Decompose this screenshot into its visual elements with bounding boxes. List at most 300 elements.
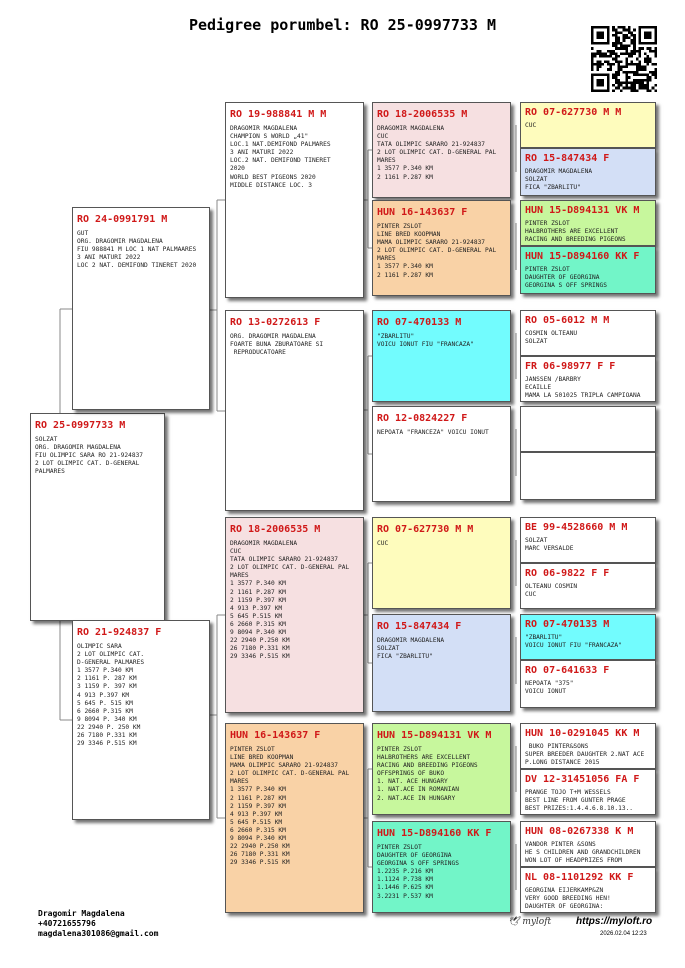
qr-module (615, 29, 618, 32)
qr-module (641, 81, 644, 84)
qr-module (617, 39, 620, 42)
qr-module (596, 79, 604, 87)
qr-module (615, 47, 618, 50)
qr-module (633, 84, 636, 87)
qr-module (628, 87, 631, 90)
qr-module (617, 55, 620, 58)
qr-module (625, 34, 628, 37)
qr-module (620, 89, 623, 92)
qr-module (649, 89, 652, 92)
ring-number: RO 15-847434 F (525, 153, 610, 164)
qr-module (617, 84, 620, 87)
pigeon-info: SOLZAT ORG. DRAGOMIR MAGDALENA FIU OLIMPIC SARA RO 21-924837 2 LOT OLIMPIC CAT. D-GENERAL PALMARES (35, 436, 144, 476)
qr-module (631, 52, 634, 55)
qr-module (646, 89, 649, 92)
ring-number: FR 06-98977 F F (525, 361, 616, 372)
qr-module (617, 37, 620, 40)
pigeon-card-root[interactable] (30, 413, 165, 621)
pigeon-card-sdd[interactable] (372, 406, 511, 502)
qr-module (620, 66, 623, 69)
qr-module (602, 52, 605, 55)
qr-module (628, 52, 631, 55)
ring-number: HUN 08-0267338 K M (525, 826, 634, 837)
pigeon-info: PINTER ZSLOT LINE BRED KOOPMAN MAMA OLIMPIC SARARO 21-924837 2 LOT OLIMPIC CAT. D-GENERAL PAL MARES 1 3577 P.340 KM 2 1161 P.287 KM 2 1159 P.397 KM 4 913 P.397 KM 5 645 P.515 KM 6 2660 P.315 KM 9 8094 P.340 KM 22 2940 P.250 KM 26 7180 P.331 KM 29 3346 P.515 KM (230, 746, 350, 867)
qr-module (602, 55, 605, 58)
pigeon-card-s3[interactable] (520, 200, 656, 246)
pigeon-card-s12[interactable] (520, 660, 656, 708)
pigeon-card-s5[interactable] (520, 310, 656, 356)
qr-module (609, 55, 612, 58)
qr-module (644, 87, 647, 90)
qr-module (644, 84, 647, 87)
qr-module (631, 89, 634, 92)
ring-number: RO 07-627730 M M (377, 524, 474, 535)
qr-module (612, 29, 615, 32)
qr-module (625, 74, 628, 77)
page-title: Pedigree porumbel: RO 25-0997733 M (188, 16, 497, 34)
qr-module (607, 63, 610, 66)
qr-module (654, 84, 657, 87)
qr-module (646, 60, 649, 63)
ring-number: RO 07-470133 M (525, 619, 610, 630)
qr-module (599, 66, 602, 69)
qr-module (612, 50, 615, 53)
pigeon-info: GEORGINA EIJERKAMP&ZN VERY GOOD BREEDING HEN! DAUGHTER OF GEORGINA: (525, 887, 611, 911)
qr-module (607, 55, 610, 58)
qr-module (615, 42, 618, 45)
pigeon-info: "ZBARLITU" VOICU IONUT FIU "FRANCAZA" (525, 634, 622, 650)
qr-module (625, 81, 628, 84)
qr-module (617, 87, 620, 90)
qr-module (620, 81, 623, 84)
qr-module (596, 66, 599, 69)
pigeon-card-s9[interactable] (520, 517, 656, 563)
qr-module (599, 60, 602, 63)
website-link[interactable]: https://myloft.ro (576, 916, 653, 927)
qr-module (591, 60, 594, 63)
qr-module (644, 74, 647, 77)
qr-module (641, 68, 644, 71)
qr-module (631, 81, 634, 84)
qr-module (636, 89, 639, 92)
qr-module (604, 55, 607, 58)
qr-module (612, 44, 615, 47)
ring-number: HUN 15-D894131 VK M (525, 205, 640, 216)
pigeon-card-dd[interactable] (225, 723, 364, 913)
qr-module (644, 58, 647, 61)
pigeon-card-s14[interactable] (520, 769, 656, 815)
qr-module (639, 60, 642, 63)
qr-module (615, 52, 618, 55)
qr-module (633, 29, 636, 32)
qr-module (636, 66, 639, 69)
ring-number: RO 15-847434 F (377, 621, 462, 632)
qr-module (633, 37, 636, 40)
qr-module (623, 37, 626, 40)
qr-module (625, 71, 628, 74)
qr-module (633, 44, 636, 47)
qr-module (639, 50, 642, 53)
pigeon-card-sire[interactable] (72, 207, 210, 410)
qr-module (615, 31, 618, 34)
qr-module (633, 71, 636, 74)
qr-module (631, 87, 634, 90)
qr-module (633, 34, 636, 37)
qr-module (641, 79, 644, 82)
qr-code-icon (591, 26, 657, 92)
qr-module (639, 87, 642, 90)
qr-module (591, 66, 594, 69)
qr-module (604, 52, 607, 55)
qr-module (646, 76, 649, 79)
ring-number: RO 05-6012 M M (525, 315, 610, 326)
ring-number: RO 18-2006535 M (377, 109, 468, 120)
qr-module (646, 55, 649, 58)
pigeon-card-s2[interactable] (520, 148, 656, 196)
ring-number: HUN 15-D894160 KK F (377, 828, 492, 839)
qr-module (639, 84, 642, 87)
qr-module (599, 50, 602, 53)
qr-module (623, 34, 626, 37)
qr-module (641, 66, 644, 69)
pigeon-info: PINTER ZSLOT LINE BRED KOOPMAN MAMA OLIMPIC SARARO 21-924837 2 LOT OLIMPIC CAT. D-GENERAL PAL MARES 1 3577 P.340 KM 2 1161 P.287 KM (377, 223, 497, 279)
pigeon-info: PINTER ZSLOT HALBROTHERS ARE EXCELLENT RACING AND BREEDING PIGEONS (525, 220, 626, 244)
ring-number: RO 12-0824227 F (377, 413, 468, 424)
pigeon-info: OLTEANU COSMIN CUC (525, 583, 578, 599)
myloft-logo (508, 917, 551, 927)
generated-date: 2026.02.04 12:23 (600, 931, 647, 937)
pigeon-info: COSMIN OLTEANU SOLZAT (525, 330, 578, 346)
pigeon-info: ORG. DRAGOMIR MAGDALENA FOARTE BUNA ZBURATOARE SI REPRODUCATOARE (230, 333, 324, 357)
qr-module (623, 29, 626, 32)
qr-module (623, 87, 626, 90)
qr-module (620, 47, 623, 50)
qr-module (612, 89, 615, 92)
qr-module (639, 66, 642, 69)
qr-module (625, 66, 628, 69)
qr-module (620, 42, 623, 45)
qr-module (636, 81, 639, 84)
qr-module (636, 79, 639, 82)
qr-module (623, 81, 626, 84)
qr-module (644, 52, 647, 55)
qr-module (623, 39, 626, 42)
qr-module (625, 76, 628, 79)
pigeon-info: VANDOR PINTER &SONS HE S CHILDREN AND GRANDCHILDREN WON LOT OF HEADPRIZES FROM (525, 841, 641, 865)
qr-module (620, 68, 623, 71)
qr-module (623, 71, 626, 74)
pigeon-card-sd[interactable] (225, 310, 364, 511)
pigeon-card-dsd[interactable] (372, 614, 511, 712)
ring-number: DV 12-31451056 FA F (525, 774, 640, 785)
qr-module (652, 63, 655, 66)
qr-module (631, 39, 634, 42)
qr-module (641, 84, 644, 87)
qr-module (615, 81, 618, 84)
pigeon-info: SOLZAT MARC VERSALDE (525, 537, 574, 553)
qr-module (596, 52, 599, 55)
logo-text: myloft (522, 917, 552, 927)
qr-module (620, 52, 623, 55)
qr-module (615, 55, 618, 58)
qr-module (633, 42, 636, 45)
ring-number: HUN 10-0291045 KK M (525, 728, 640, 739)
pigeon-info: "ZBARLITU" VOICU IONUT FIU "FRANCAZA" (377, 333, 474, 349)
qr-module (633, 39, 636, 42)
qr-module (609, 52, 612, 55)
qr-module (612, 34, 615, 37)
qr-module (625, 58, 628, 61)
qr-module (615, 71, 618, 74)
pigeon-card-ddd[interactable] (372, 821, 511, 913)
pigeon-info: DRAGOMIR MAGDALENA CUC TATA OLIMPIC SARARO 21-924837 2 LOT OLIMPIC CAT. D-GENERAL PAL MARES 1 3577 P.340 KM 2 1161 P.287 KM (377, 125, 497, 181)
qr-module (625, 63, 628, 66)
qr-module (596, 63, 599, 66)
qr-module (617, 60, 620, 63)
qr-module (599, 55, 602, 58)
qr-module (641, 74, 644, 77)
qr-module (615, 44, 618, 47)
qr-module (652, 74, 655, 77)
qr-module (617, 26, 620, 29)
qr-module (591, 63, 594, 66)
qr-module (607, 50, 610, 53)
qr-module (625, 79, 628, 82)
qr-module (639, 79, 642, 82)
qr-module (612, 74, 615, 77)
qr-module (633, 50, 636, 53)
qr-module (649, 76, 652, 79)
qr-module (633, 63, 636, 66)
qr-module (628, 55, 631, 58)
ring-number: RO 18-2006535 M (230, 524, 321, 535)
qr-module (591, 58, 594, 61)
qr-module (646, 81, 649, 84)
qr-module (646, 84, 649, 87)
qr-module (617, 79, 620, 82)
qr-module (596, 50, 599, 53)
qr-module (644, 79, 647, 82)
qr-module (625, 52, 628, 55)
qr-module (609, 66, 612, 69)
qr-module (633, 87, 636, 90)
qr-module (623, 52, 626, 55)
qr-module (633, 74, 636, 77)
qr-module (633, 89, 636, 92)
ring-number: HUN 16-143637 F (230, 730, 321, 741)
qr-module (644, 60, 647, 63)
qr-module (639, 63, 642, 66)
pigeon-card-sds[interactable] (372, 310, 511, 402)
pigeon-info: BUKO PINTER&SONS SUPER BREEDER DAUGHTER 2.NAT ACE P.LONG DISTANCE 2015 (525, 743, 645, 767)
pigeon-info: GUT ORG. DRAGOMIR MAGDALENA FIU 988841 M LOC 1 NAT PALMAARES 3 ANI MATURI 2022 LOC 2 NAT. DEMIFOND TINERET 2020 (77, 230, 197, 270)
qr-module (620, 31, 623, 34)
qr-module (623, 66, 626, 69)
qr-module (625, 29, 628, 32)
pigeon-card-sss[interactable] (372, 102, 511, 198)
qr-module (654, 89, 657, 92)
qr-module (646, 74, 649, 77)
qr-module (654, 68, 657, 71)
ring-number: RO 07-641633 F (525, 665, 610, 676)
pigeon-logo-icon: 🕊 (508, 917, 520, 927)
qr-module (636, 63, 639, 66)
qr-module (628, 29, 631, 32)
owner-phone: +40721655796 (38, 919, 96, 928)
qr-module (609, 63, 612, 66)
qr-module (596, 60, 599, 63)
qr-module (649, 60, 652, 63)
qr-module (615, 79, 618, 82)
qr-module (639, 74, 642, 77)
pigeon-card-s1[interactable] (520, 102, 656, 148)
qr-module (625, 37, 628, 40)
owner-email: magdalena301086@gmail.com (38, 929, 159, 938)
qr-module (628, 76, 631, 79)
qr-module (636, 58, 639, 61)
pigeon-card-s10[interactable] (520, 563, 656, 609)
pigeon-card-s13[interactable] (520, 723, 656, 769)
qr-module (617, 31, 620, 34)
qr-module (654, 76, 657, 79)
qr-module (628, 71, 631, 74)
qr-module (591, 47, 594, 50)
ring-number: RO 25-0997733 M (35, 420, 126, 431)
qr-module (631, 60, 634, 63)
pigeon-info: DRAGOMIR MAGDALENA CHAMPION S WORLD „41" LOC.1 NAT.DEMIFOND PALMARES 3 ANI MATURI 2022 LOC.2 NAT. DEMIFOND TINERET 2020 WORLD BEST PIGEONS 2020 MIDDLE DISTANCE LOC. 3 (230, 125, 331, 189)
qr-module (609, 68, 612, 71)
pigeon-info: CUC (525, 122, 537, 129)
pigeon-card-s11[interactable] (520, 614, 656, 660)
qr-module (631, 50, 634, 53)
qr-module (612, 58, 615, 61)
qr-module (617, 63, 620, 66)
qr-module (625, 50, 628, 53)
qr-module (615, 74, 618, 77)
qr-module (615, 76, 618, 79)
qr-module (633, 47, 636, 50)
qr-module (652, 87, 655, 90)
qr-module (649, 71, 652, 74)
pigeon-card-s15[interactable] (520, 821, 656, 867)
qr-module (631, 71, 634, 74)
qr-module (631, 31, 634, 34)
qr-module (623, 44, 626, 47)
qr-module (596, 31, 604, 39)
qr-module (620, 60, 623, 63)
pigeon-info: PINTER ZSLOT DAUGHTER OF GEORGINA GEORGINA S OFF SPRINGS 1.2235 P.216 KM 1.1124 P.738 KM 1.1446 P.625 KM 3.2231 P.537 KM (377, 844, 459, 900)
qr-module (594, 63, 597, 66)
qr-module (641, 87, 644, 90)
qr-module (644, 66, 647, 69)
pigeon-info: DRAGOMIR MAGDALENA SOLZAT FICA "ZBARLITU" (377, 637, 445, 661)
qr-module (628, 81, 631, 84)
qr-module (646, 87, 649, 90)
qr-module (649, 50, 652, 53)
qr-module (617, 71, 620, 74)
pigeon-card-ds[interactable] (225, 517, 364, 713)
qr-module (654, 55, 657, 58)
ring-number: NL 08-1101292 KK F (525, 872, 634, 883)
qr-module (654, 52, 657, 55)
pigeon-card-dds[interactable] (372, 723, 511, 815)
qr-module (625, 84, 628, 87)
qr-module (644, 31, 652, 39)
qr-module (617, 47, 620, 50)
qr-module (654, 74, 657, 77)
pigeon-card-dss[interactable] (372, 517, 511, 609)
qr-module (620, 44, 623, 47)
ring-number: BE 99-4528660 M M (525, 522, 628, 533)
qr-module (639, 47, 642, 50)
qr-module (628, 37, 631, 40)
qr-module (607, 68, 610, 71)
pigeon-info: PINTER ZSLOT HALBROTHERS ARE EXCELLENT RACING AND BREEDING PIGEONS OFFSPRINGS OF BUKO 1. NAT. ACE HUNGARY 1. NAT.ACE IN ROMANIAN 2. NAT.ACE IN HUNGARY (377, 746, 478, 802)
qr-module (612, 26, 615, 29)
qr-module (652, 71, 655, 74)
pigeon-info: NEPOATA "375" VOICU IONUT (525, 680, 574, 696)
qr-module (654, 71, 657, 74)
ring-number: RO 07-470133 M (377, 317, 462, 328)
pigeon-card-ss[interactable] (225, 102, 364, 298)
qr-module (641, 47, 644, 50)
pigeon-info: OLIMPIC SARA 2 LOT OLIMPIC CAT. D-GENERAL PALMARES 1 3577 P.340 KM 2 1161 P. 287 KM 3 1159 P. 397 KM 4 913 P.397 KM 5 645 P. 515 KM 6 2660 P.315 KM 9 8094 P. 340 KM 22 2940 P. 250 KM 26 7180 P.331 KM 29 3346 P.515 KM (77, 643, 145, 748)
qr-module (628, 63, 631, 66)
qr-module (652, 50, 655, 53)
qr-module (617, 74, 620, 77)
ring-number: RO 06-9822 F F (525, 568, 610, 579)
owner-name: Dragomir Magdalena (38, 909, 125, 918)
pigeon-card-s4[interactable] (520, 246, 656, 294)
ring-number: HUN 16-143637 F (377, 207, 468, 218)
qr-module (607, 60, 610, 63)
empty-pigeon-slot (520, 406, 656, 452)
qr-module (591, 68, 594, 71)
qr-module (654, 63, 657, 66)
pigeon-card-s16[interactable] (520, 867, 656, 913)
pigeon-info: CUC (377, 540, 389, 547)
qr-module (612, 42, 615, 45)
qr-module (636, 50, 639, 53)
qr-module (631, 63, 634, 66)
qr-module (625, 60, 628, 63)
qr-module (636, 68, 639, 71)
qr-module (646, 63, 649, 66)
qr-module (644, 68, 647, 71)
ring-number: RO 19-988841 M M (230, 109, 327, 120)
ring-number: RO 13-0272613 F (230, 317, 321, 328)
qr-module (631, 34, 634, 37)
pigeon-info: JANSSEN /BARBRY ECAILLE MAMA LA 501025 TRIPLA CAMPIOANA (525, 376, 641, 400)
pigeon-info: DRAGOMIR MAGDALENA SOLZAT FICA "ZBARLITU" (525, 168, 593, 192)
pigeon-card-ssd[interactable] (372, 200, 511, 296)
qr-module (628, 31, 631, 34)
ring-number: HUN 15-D894131 VK M (377, 730, 492, 741)
pigeon-card-s6[interactable] (520, 356, 656, 402)
qr-module (591, 52, 594, 55)
qr-module (615, 37, 618, 40)
qr-module (625, 87, 628, 90)
qr-module (615, 39, 618, 42)
pigeon-card-dam[interactable] (72, 620, 210, 820)
qr-module (639, 55, 642, 58)
qr-module (623, 47, 626, 50)
qr-module (620, 26, 623, 29)
ring-number: RO 24-0991791 M (77, 214, 168, 225)
qr-module (617, 42, 620, 45)
qr-module (639, 81, 642, 84)
qr-module (649, 58, 652, 61)
